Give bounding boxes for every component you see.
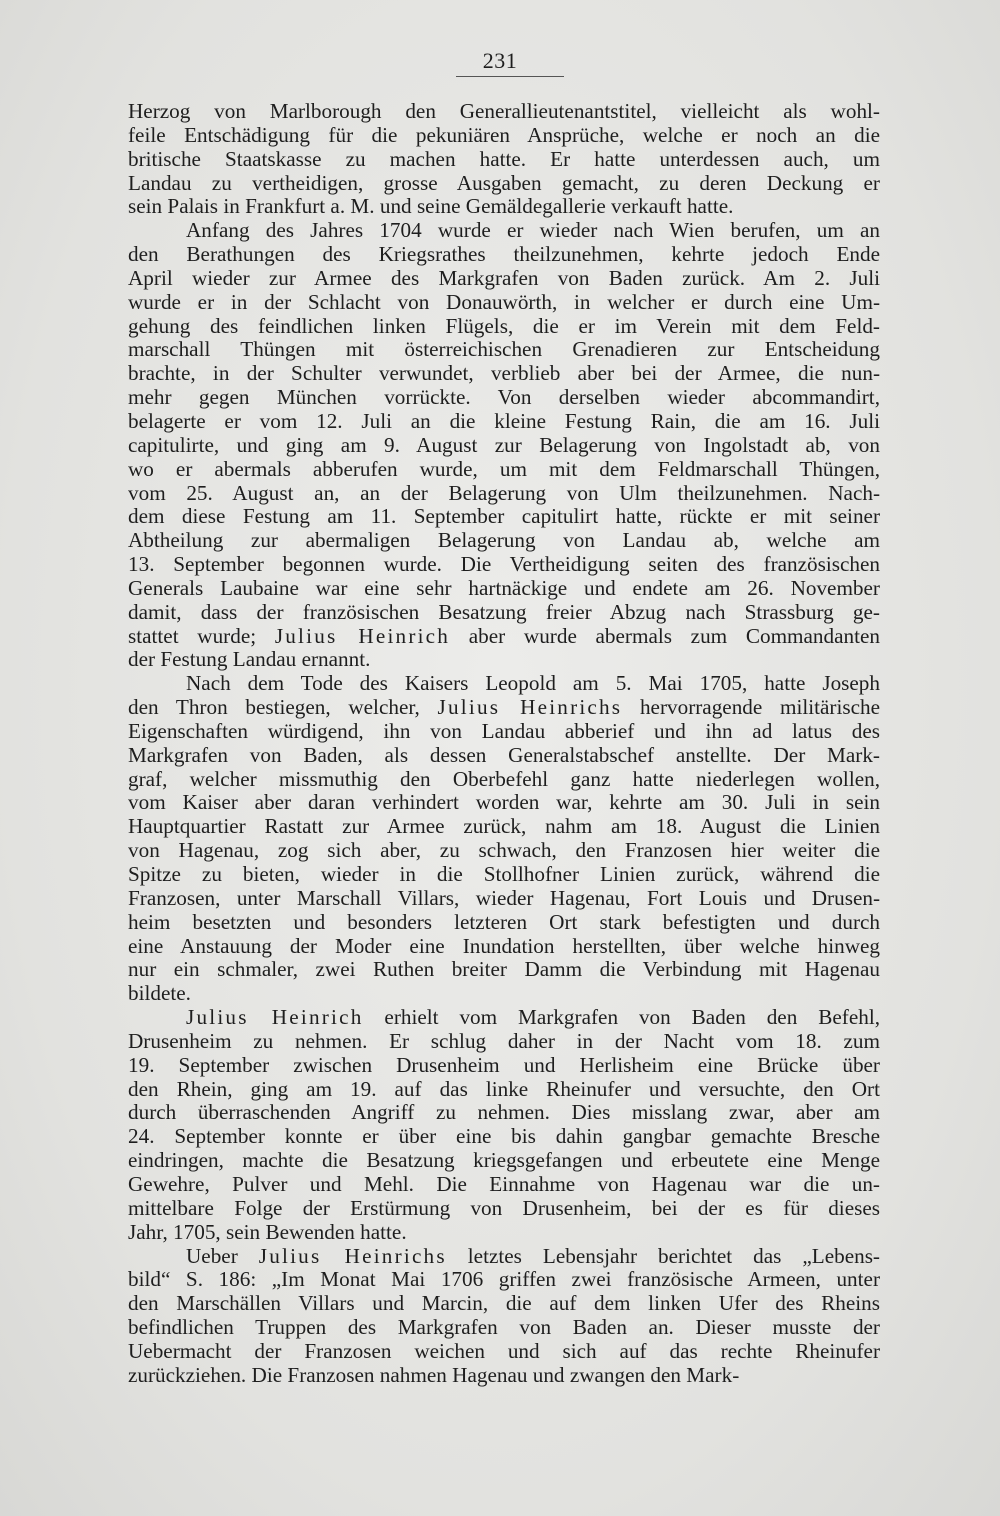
text-line: 24. September konnte er über eine bis dahin gangbar gemachte Bresche — [128, 1125, 880, 1149]
text-line: sein Palais in Frankfurt a. M. und seine Gemäldegallerie verkauft hatte. — [128, 195, 734, 219]
text-line: graf, welcher missmuthig den Oberbefehl ganz hatte niederlegen wollen, — [128, 767, 880, 791]
text-line: eindringen, machte die Besatzung kriegsgefangen und erbeutete eine Menge — [128, 1149, 880, 1173]
text-line: Markgrafen von Baden, als dessen Generalstabschef anstellte. Der Mark- — [128, 743, 880, 767]
text-line: eine Anstauung der Moder eine Inundation herstellten, über welche hinweg — [128, 934, 880, 958]
text-line: von Hagenau, zog sich aber, zu schwach, den Franzosen hier weiter die — [128, 839, 880, 863]
text-line: capitulirte, und ging am 9. August zur Belagerung von Ingolstadt ab, von — [128, 433, 880, 457]
text-line: mehr gegen München vorrückte. Von derselben wieder abcommandirt, — [128, 386, 880, 410]
text-line: Eigenschaften würdigend, ihn von Landau abberief und ihn ad latus des — [128, 719, 880, 743]
text-line: befindlichen Truppen des Markgrafen von Baden an. Dieser musste der — [128, 1316, 880, 1340]
text-line: vom Kaiser aber daran verhindert worden war, kehrte am 30. Juli in sein — [128, 791, 880, 815]
text-line: Anfang des Jahres 1704 wurde er wieder nach Wien berufen, um an — [186, 219, 880, 243]
paragraph — [128, 1245, 880, 1388]
text-line: den Berathungen des Kriegsrathes theilzunehmen, kehrte jedoch Ende — [128, 243, 880, 267]
text-line: brachte, in der Schulter verwundet, verblieb aber bei der Armee, die nun- — [128, 362, 880, 386]
text-line: den Marschällen Villars und Marcin, die auf dem linken Ufer des Rheins — [128, 1292, 880, 1316]
text-line: den Rhein, ging am 19. auf das linke Rheinufer und versuchte, den Ort — [128, 1077, 880, 1101]
text-line: damit, dass der französischen Besatzung freier Abzug nach Strassburg ge- — [128, 600, 880, 624]
text-line: Nach dem Tode des Kaisers Leopold am 5. Mai 1705, hatte Joseph — [186, 672, 880, 696]
text-line: Jahr, 1705, sein Bewenden hatte. — [128, 1220, 407, 1244]
paragraph — [128, 672, 880, 1006]
text-line: zurückziehen. Die Franzosen nahmen Hagenau und zwangen den Mark- — [128, 1363, 740, 1387]
text-line: stattet wurde; Julius Heinrich aber wurde abermals zum Commandanten — [128, 624, 880, 648]
text-line: Julius Heinrich erhielt vom Markgrafen von Baden den Befehl, — [186, 1006, 880, 1030]
text-line: dem diese Festung am 11. September capitulirt hatte, rückte er mit seiner — [128, 505, 880, 529]
body-text — [128, 100, 880, 1388]
header-rule — [456, 76, 564, 77]
text-line: nur ein schmaler, zwei Ruthen breiter Damm die Verbindung mit Hagenau — [128, 958, 880, 982]
text-line: feile Entschädigung für die pekuniären Ansprüche, welche er noch an die — [128, 123, 880, 147]
text-line: belagerte er vom 12. Juli an die kleine Festung Rain, die am 16. Juli — [128, 409, 880, 433]
text-line: marschall Thüngen mit österreichischen Grenadieren zur Entscheidung — [128, 338, 880, 362]
text-line: wo er abermals abberufen wurde, um mit dem Feldmarschall Thüngen, — [128, 457, 880, 481]
page-number: 231 — [482, 48, 518, 73]
text-line: Landau zu vertheidigen, grosse Ausgaben gemacht, zu deren Deckung er — [128, 171, 880, 195]
text-line: bildete. — [128, 982, 191, 1006]
paragraph — [128, 219, 880, 672]
text-line: Franzosen, unter Marschall Villars, wieder Hagenau, Fort Louis und Drusen- — [128, 886, 880, 910]
text-line: britische Staatskasse zu machen hatte. Er hatte unterdessen auch, um — [128, 147, 880, 171]
text-line: Gewehre, Pulver und Mehl. Die Einnahme von Hagenau war die un- — [128, 1172, 880, 1196]
text-line: vom 25. August an, an der Belagerung von Ulm theilzunehmen. Nach- — [128, 481, 880, 505]
paragraph — [128, 1006, 880, 1244]
text-line: den Thron bestiegen, welcher, Julius Heinrichs hervorragende militärische — [128, 696, 880, 720]
text-line: Spitze zu bieten, wieder in die Stollhofner Linien zurück, während die — [128, 863, 880, 886]
text-line: 19. September zwischen Drusenheim und Herlisheim eine Brücke über — [128, 1053, 880, 1077]
text-line: Hauptquartier Rastatt zur Armee zurück, nahm am 18. August die Linien — [128, 815, 880, 839]
text-line: Uebermacht der Franzosen weichen und sich auf das rechte Rheinufer — [128, 1339, 880, 1363]
text-line: mittelbare Folge der Erstürmung von Drusenheim, bei der es für dieses — [128, 1196, 880, 1220]
text-line: wurde er in der Schlacht von Donauwörth, in welcher er durch eine Um- — [128, 290, 880, 314]
text-line: April wieder zur Armee des Markgrafen von Baden zurück. Am 2. Juli — [128, 266, 880, 290]
text-line: bild“ S. 186: „Im Monat Mai 1706 griffen zwei französische Armeen, unter — [128, 1268, 880, 1292]
text-line: der Festung Landau ernannt. — [128, 648, 371, 672]
text-line: heim besetzten und besonders letzteren Ort stark befestigten und durch — [128, 910, 880, 934]
text-line: Abtheilung zur abermaligen Belagerung von Landau ab, welche am — [128, 529, 880, 553]
text-line: 13. September begonnen wurde. Die Vertheidigung seiten des französischen — [128, 553, 880, 577]
text-line: durch überraschenden Angriff zu nehmen. Dies misslang zwar, aber am — [128, 1101, 880, 1125]
text-line: Drusenheim zu nehmen. Er schlug daher in der Nacht vom 18. zum — [128, 1029, 880, 1053]
paragraph — [128, 100, 880, 219]
text-line: Ueber Julius Heinrichs letztes Lebensjahr berichtet das „Lebens- — [186, 1244, 880, 1268]
text-line: Generals Laubaine war eine sehr hartnäckige und endete am 26. November — [128, 576, 880, 600]
text-line: gehung des feindlichen linken Flügels, die er im Verein mit dem Feld- — [128, 314, 880, 338]
text-line: Herzog von Marlborough den Generallieutenantstitel, vielleicht als wohl- — [128, 100, 880, 123]
